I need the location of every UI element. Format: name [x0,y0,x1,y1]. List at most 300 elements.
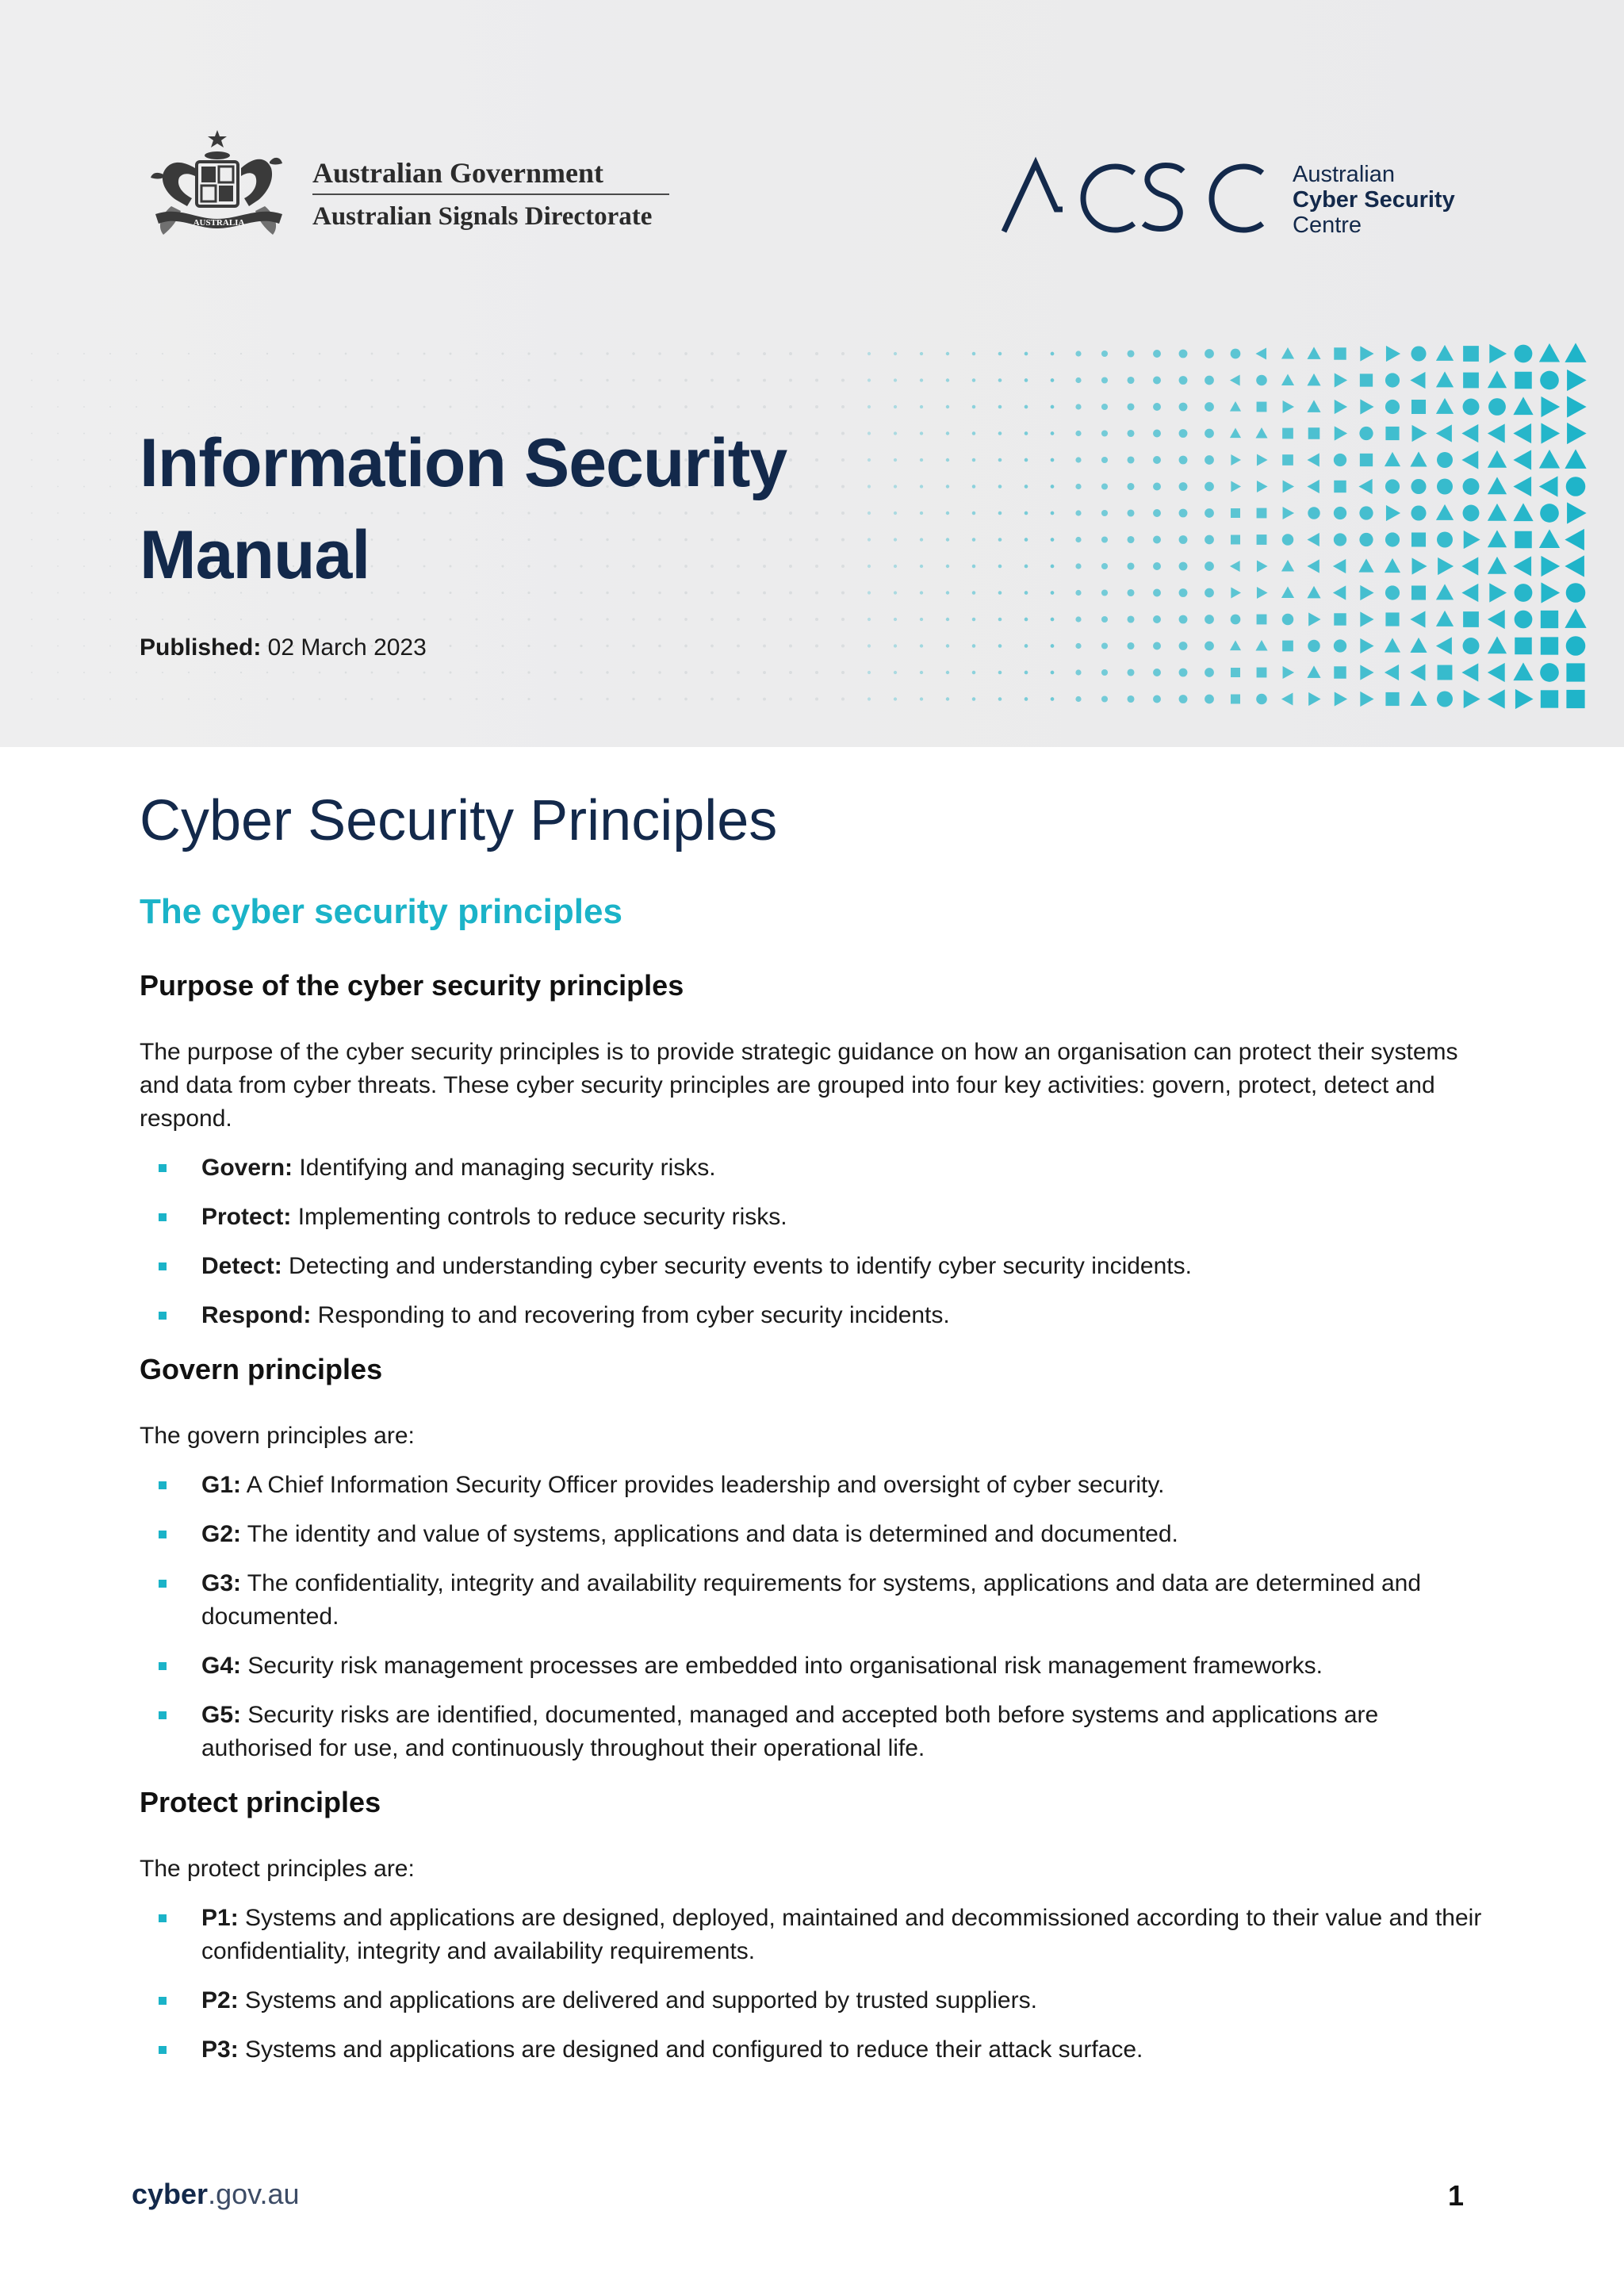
pattern-dot [789,379,792,382]
pattern-shape [1281,560,1294,572]
pattern-shape [1436,611,1454,626]
pattern-dot [684,379,688,382]
pattern-shape [1488,450,1507,468]
pattern-dot [83,565,85,567]
pattern-dot [553,405,556,408]
pattern-shape [1541,637,1558,654]
list-item [140,1469,1488,1502]
bullet-square-icon [159,1914,167,1922]
pattern-shape [1075,563,1081,569]
list-item-text: A Chief Information Security Officer provides leadership and oversight of cyber security. [241,1472,1165,1498]
pattern-dot [868,565,871,568]
pattern-shape [1360,399,1373,414]
pattern-shape [1101,457,1108,463]
pattern-shape [1307,400,1320,412]
pattern-dot [920,644,923,647]
list-item [140,1151,1488,1185]
pattern-dot [998,378,1002,382]
pattern-shape [1281,692,1293,705]
pattern-shape [1334,507,1346,519]
pattern-dot [109,565,111,567]
pattern-dot [998,538,1002,542]
pattern-dot [894,671,897,674]
pattern-shape [1308,640,1320,652]
pattern-shape [1101,536,1108,542]
pattern-shape [1463,505,1480,522]
pattern-shape [1358,558,1373,572]
list-item [140,1299,1488,1332]
pattern-shape [1461,584,1478,602]
pattern-dot [684,671,688,674]
pattern-dot [109,459,111,461]
pattern-dot [57,619,59,620]
pattern-shape [1075,431,1081,436]
pattern-shape [1257,615,1267,625]
pattern-shape [1359,506,1373,519]
pattern-dot [188,619,190,620]
pattern-dot [83,433,85,435]
pattern-shape [1410,372,1425,389]
pattern-shape [1565,555,1584,577]
pattern-dot [136,592,137,593]
pattern-dot [868,405,871,408]
pattern-shape [1231,454,1241,466]
pattern-dot [684,618,688,621]
pattern-shape [1153,536,1161,544]
list-item [140,1984,1488,2017]
pattern-shape [1257,587,1268,599]
pattern-shape [1283,666,1295,679]
pattern-dot [972,458,975,462]
pattern-shape [1127,456,1134,463]
pattern-dot [998,591,1002,595]
pattern-dot [527,618,530,620]
list-item [140,1649,1488,1683]
pattern-dot [894,352,897,355]
pattern-dot [31,539,33,541]
pattern-shape [1513,397,1533,415]
pattern-dot [31,486,33,488]
pattern-shape [1308,692,1320,706]
pattern-shape [1101,642,1108,649]
pattern-dot [527,379,530,381]
pattern-shape [1075,351,1081,356]
pattern-dot [1025,644,1028,648]
pattern-dot [83,646,85,647]
pattern-dot [136,353,137,354]
pattern-dot [920,511,923,515]
pattern-shape [1565,449,1586,469]
pattern-dot [684,645,688,648]
footer-site-rest: .gov.au [208,2178,300,2210]
pattern-dot [946,485,949,488]
pattern-shape [1540,504,1559,523]
pattern-dot [737,379,740,382]
pattern-dot [841,618,845,621]
pattern-shape [1360,665,1373,680]
pattern-shape [1101,616,1108,623]
pattern-shape [1127,483,1134,490]
pattern-dot [371,353,373,355]
pattern-dot [136,432,137,434]
pattern-shape [1101,563,1108,569]
main-content [140,785,1488,2082]
gov-logo-divider [312,193,669,195]
pattern-dot [214,379,216,381]
pattern-dot [188,672,190,673]
pattern-dot [894,565,897,568]
pattern-shape [1231,695,1240,704]
pattern-dot [763,671,766,674]
purpose-list [140,1151,1488,1332]
pattern-shape [1410,691,1427,706]
pattern-dot [737,405,740,408]
pattern-dot [162,353,163,354]
pattern-shape [1101,483,1108,489]
pattern-dot [998,671,1002,675]
pattern-dot [31,699,33,700]
pattern-dot [710,618,714,621]
pattern-dot [920,458,923,462]
pattern-dot [371,406,373,408]
pattern-shape [1385,558,1400,573]
pattern-dot [423,406,426,408]
pattern-shape [1463,346,1479,362]
pattern-shape [1231,481,1241,492]
pattern-dot [920,565,923,568]
list-item [140,1699,1488,1765]
pattern-dot [946,352,949,355]
pattern-dot [972,618,975,621]
pattern-shape [1127,695,1134,703]
pattern-dot [815,618,818,621]
pattern-dot [109,619,111,620]
pattern-dot [450,619,452,621]
pattern-shape [1464,531,1480,549]
published-label: Published: [140,634,262,661]
pattern-dot [109,592,111,594]
list-item [140,2033,1488,2067]
pattern-shape [1231,508,1240,518]
pattern-shape [1488,689,1505,708]
pattern-dot [1025,485,1028,489]
pattern-shape [1541,423,1560,443]
pattern-shape [1153,562,1161,570]
pattern-shape [1410,664,1425,680]
pattern-dot [31,433,33,435]
pattern-shape [1463,373,1479,389]
pattern-dot [188,406,190,408]
pattern-shape [1179,456,1188,465]
pattern-dot [894,458,897,462]
pattern-shape [1410,638,1427,653]
pattern-shape [1075,484,1081,489]
pattern-dot [293,353,294,354]
pattern-shape [1179,562,1188,571]
pattern-dot [920,697,923,700]
pattern-shape [1075,404,1081,409]
list-item [140,1518,1488,1551]
pattern-dot [83,406,85,408]
pattern-dot [868,511,871,515]
pattern-dot [423,672,426,674]
pattern-dot [710,645,714,648]
pattern-dot [632,698,634,700]
pattern-dot [553,618,556,620]
pattern-dot [1025,538,1028,542]
pattern-dot [1051,378,1055,382]
pattern-dot [240,672,242,673]
pattern-dot [920,618,923,621]
pattern-dot [632,645,634,647]
pattern-dot [946,458,949,462]
pattern-shape [1515,611,1533,629]
pattern-dot [658,405,661,408]
pattern-dot [920,405,923,408]
pattern-shape [1205,588,1214,598]
pattern-dot [57,646,59,647]
pattern-shape [1257,454,1268,466]
purpose-paragraph: The purpose of the cyber security principles is to provide strategic guidance on how an organisation can protect their systems and data from cyber threats. These cyber security principles are grouped into four key activities: govern, protect, detect and respond. [140,1039,1458,1132]
pattern-dot [319,619,321,621]
pattern-dot [31,672,33,673]
bullet-square-icon [159,1580,167,1588]
pattern-shape [1385,400,1400,414]
pattern-shape [1179,615,1188,624]
pattern-shape [1513,477,1531,496]
pattern-dot [83,592,85,594]
pattern-shape [1281,347,1294,359]
pattern-dot [998,405,1002,409]
pattern-shape [1308,507,1320,519]
list-item-label: P2: [201,1987,239,2013]
pattern-dot [1025,591,1028,595]
pattern-dot [868,352,871,355]
pattern-shape [1205,561,1214,571]
pattern-dot [371,672,373,674]
pattern-shape [1565,529,1584,550]
pattern-dot [501,645,504,647]
pattern-dot [815,405,818,408]
pattern-dot [109,512,111,514]
pattern-shape [1333,585,1346,600]
footer-site-bold: cyber [132,2178,209,2210]
pattern-shape [1257,534,1267,545]
pattern-dot [266,619,268,620]
pattern-dot [580,645,582,647]
pattern-shape [1385,692,1399,706]
pattern-dot [109,353,111,354]
pattern-dot [1025,352,1028,356]
pattern-dot [31,512,33,514]
list-item-text: Systems and applications are designed and configured to reduce their attack surface. [238,2036,1143,2063]
pattern-shape [1075,696,1081,702]
pattern-shape [1540,371,1559,390]
pattern-shape [1153,483,1161,491]
pattern-shape [1308,427,1320,439]
pattern-shape [1282,614,1294,626]
pattern-shape [1101,430,1108,436]
pattern-dot [1051,352,1055,356]
pattern-shape [1541,690,1558,707]
section-title: The cyber security principles [140,892,622,931]
pattern-shape [1334,481,1346,492]
pattern-shape [1231,668,1240,677]
pattern-dot [136,538,137,540]
pattern-shape [1127,430,1134,437]
pattern-shape [1205,508,1214,518]
pattern-dot [31,353,33,354]
pattern-shape [1205,482,1214,492]
pattern-shape [1127,562,1134,569]
pattern-dot [868,618,871,621]
pattern-shape [1335,373,1347,387]
pattern-shape [1360,638,1373,653]
pattern-dot [841,352,845,355]
pattern-shape [1127,377,1134,384]
pattern-dot [345,406,347,408]
pattern-dot [946,618,949,621]
pattern-dot [894,431,897,435]
pattern-shape [1410,451,1427,466]
list-item-label: G1: [201,1472,242,1498]
pattern-shape [1127,669,1134,676]
pattern-dot [136,565,137,567]
pattern-shape [1567,423,1587,444]
pattern-dot [868,644,871,647]
pattern-dot [1051,697,1055,701]
pattern-shape [1127,509,1134,516]
pattern-dot [1051,644,1055,648]
pattern-dot [553,352,556,354]
pattern-shape [1307,665,1320,677]
pattern-dot [789,352,792,355]
pattern-dot [83,486,85,488]
pattern-dot [553,671,556,673]
pattern-dot [606,352,608,354]
pattern-dot [109,406,111,408]
pattern-shape [1436,345,1454,361]
pattern-dot [972,538,975,541]
pattern-dot [972,352,975,355]
pattern-shape [1333,559,1346,573]
pattern-shape [1179,695,1188,703]
pattern-dot [450,672,452,674]
acsc-logo-line1: Australian [1293,162,1395,187]
pattern-dot [658,698,661,701]
pattern-dot [972,565,975,568]
pattern-shape [1539,529,1560,548]
govern-heading: Govern principles [140,1353,383,1385]
pattern-shape [1385,373,1400,387]
bullet-square-icon [159,1262,167,1270]
pattern-dot [815,697,818,700]
pattern-dot [789,618,792,621]
pattern-dot [658,379,661,382]
pattern-dot [1025,405,1028,409]
pattern-shape [1488,557,1507,574]
pattern-shape [1179,429,1188,438]
pattern-shape [1436,424,1452,442]
pattern-shape [1515,689,1534,709]
pattern-dot [553,645,556,647]
pattern-dot [606,618,608,620]
pattern-dot [109,433,111,435]
list-item-label: P1: [201,1905,239,1931]
pattern-dot [553,698,556,700]
pattern-dot [1051,431,1055,435]
pattern-dot [946,538,949,541]
pattern-shape [1179,350,1188,358]
pattern-shape [1255,347,1266,359]
pattern-shape [1231,615,1241,625]
pattern-dot [162,406,163,408]
pattern-dot [527,405,530,408]
pattern-dot [763,645,766,648]
pattern-dot [31,565,33,567]
pattern-shape [1566,477,1586,496]
pattern-shape [1335,692,1347,706]
pattern-shape [1411,532,1426,546]
pattern-dot [868,697,871,700]
pattern-shape [1541,582,1560,603]
pattern-shape [1075,377,1081,383]
pattern-dot [580,698,582,700]
pattern-shape [1205,695,1214,704]
pattern-dot [31,380,33,381]
pattern-shape [1385,638,1400,652]
pattern-shape [1230,374,1240,385]
pattern-dot [214,406,216,408]
pattern-dot [789,671,792,674]
pattern-shape [1436,504,1454,520]
list-item-text: Detecting and understanding cyber security events to identify cyber security incidents. [282,1253,1192,1279]
pattern-dot [31,406,33,408]
pattern-shape [1231,535,1240,545]
pattern-shape [1411,505,1426,520]
pattern-shape [1101,404,1108,410]
coat-of-arms-icon [140,127,298,246]
pattern-dot [710,671,714,674]
pattern-shape [1410,611,1425,627]
pattern-dot [319,698,321,700]
pattern-dot [136,406,137,408]
pattern-shape [1386,346,1400,362]
pattern-shape [1411,346,1426,361]
pattern-shape [1566,690,1584,708]
pattern-dot [319,406,321,408]
pattern-dot [136,619,137,620]
pattern-dot [789,698,792,701]
govern-list [140,1469,1488,1765]
pattern-dot [815,644,818,647]
pattern-dot [946,431,949,435]
pattern-shape [1385,665,1399,680]
pattern-dot [763,379,766,382]
pattern-dot [946,697,949,700]
pattern-dot [57,433,59,435]
pattern-dot [475,698,477,700]
document-title [140,417,853,601]
bullet-square-icon [159,1531,167,1538]
pattern-shape [1334,639,1346,652]
pattern-dot [998,644,1002,648]
bullet-square-icon [159,1711,167,1719]
pattern-shape [1179,403,1188,412]
pattern-dot [894,378,897,381]
pattern-shape [1463,399,1480,416]
pattern-shape [1283,480,1295,492]
